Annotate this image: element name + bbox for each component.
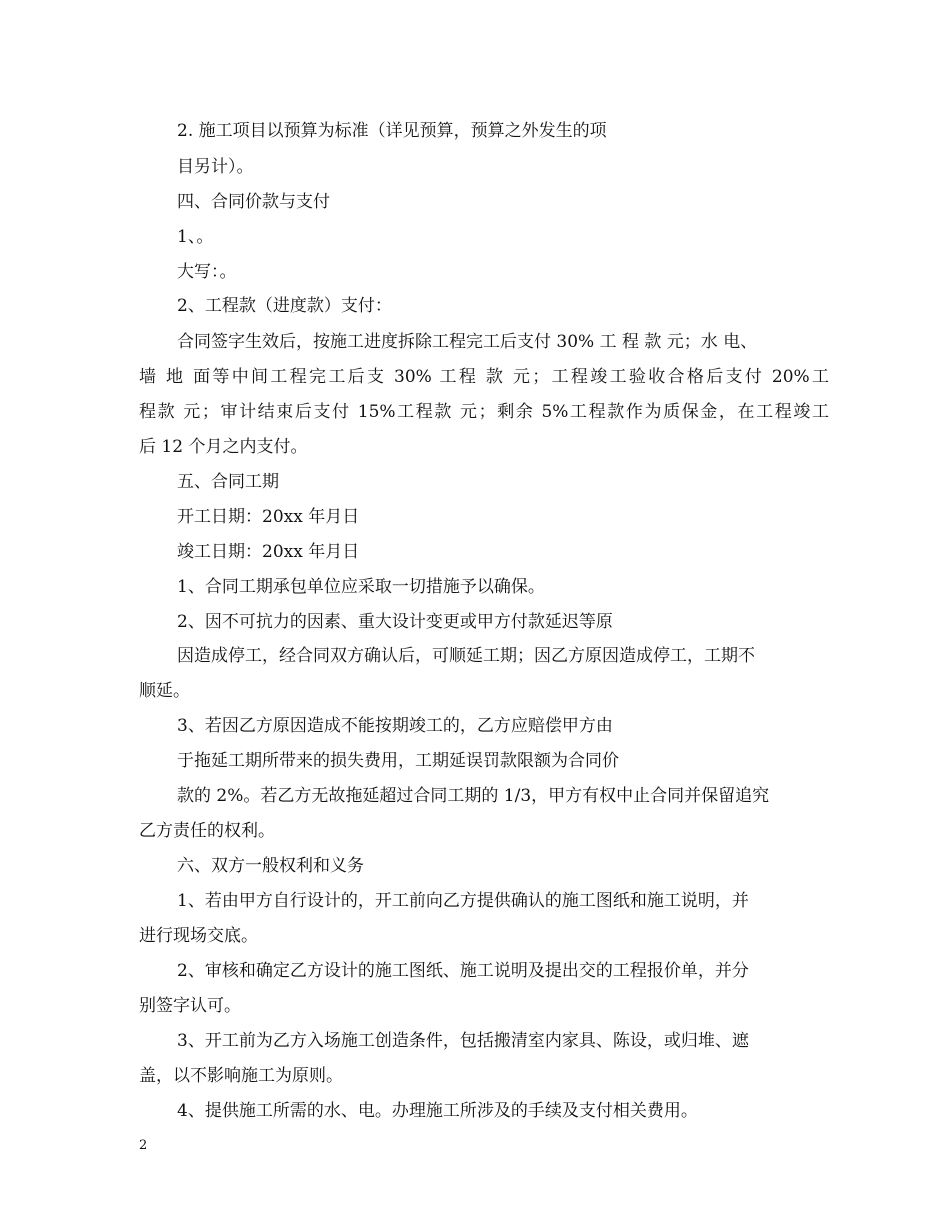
section-heading: 六、双方一般权利和义务 <box>177 856 364 876</box>
section-heading: 五、合同工期 <box>177 472 279 492</box>
text-line: 竣工日期：20xx 年月日 <box>177 542 360 562</box>
section-heading: 四、合同价款与支付 <box>177 192 330 212</box>
text-line: 2、因不可抗力的因素、重大设计变更或甲方付款延迟等原 <box>177 612 613 632</box>
text-line: 3、开工前为乙方入场施工创造条件，包括搬清室内家具、陈设，或归堆、遮 <box>177 1031 749 1051</box>
text-line: 3、若因乙方原因造成不能按期竣工的，乙方应赔偿甲方由 <box>177 716 613 736</box>
text-line: 盖，以不影响施工为原则。 <box>139 1066 343 1086</box>
text-line: 4、提供施工所需的水、电。办理施工所涉及的手续及支付相关费用。 <box>177 1101 698 1121</box>
text-line: 乙方责任的权利。 <box>139 821 275 841</box>
text-line: 2、工程款（进度款）支付： <box>177 296 392 316</box>
text-line: 2、审核和确定乙方设计的施工图纸、施工说明及提出交的工程报价单，并分 <box>177 961 749 981</box>
text-line: 1、。 <box>177 227 214 247</box>
text-line: 程款 元；审计结束后支付 15%工程款 元；剩余 5%工程款作为质保金，在工程竣工 <box>139 402 829 422</box>
text-line: 1、若由甲方自行设计的，开工前向乙方提供确认的施工图纸和施工说明，并 <box>177 891 749 911</box>
text-line: 因造成停工，经合同双方确认后，可顺延工期；因乙方原因造成停工，工期不 <box>177 646 755 666</box>
text-line: 目另计）。 <box>177 157 254 177</box>
text-line: 别签字认可。 <box>139 996 241 1016</box>
text-line: 大写：。 <box>177 262 237 282</box>
text-line: 款的 2%。若乙方无故拖延超过合同工期的 1/3，甲方有权中止合同并保留追究 <box>177 786 770 806</box>
text-line: 于拖延工期所带来的损失费用，工期延误罚款限额为合同价 <box>177 751 619 771</box>
text-line: 开工日期：20xx 年月日 <box>177 507 360 527</box>
text-line: 顺延。 <box>139 681 190 701</box>
text-line: 合同签字生效后，按施工进度拆除工程完工后支付 30% 工 程 款 元；水 电、 <box>177 332 758 352</box>
text-line: 2. 施工项目以预算为标准（详见预算，预算之外发生的项 <box>177 121 607 141</box>
text-line: 墙 地 面等中间工程完工后支 30% 工程 款 元；工程竣工验收合格后支付 20%工 <box>139 367 829 387</box>
text-line: 1、合同工期承包单位应采取一切措施予以确保。 <box>177 577 545 597</box>
text-line: 进行现场交底。 <box>139 926 258 946</box>
text-line: 后 12 个月之内支付。 <box>139 437 308 457</box>
page-number: 2 <box>139 1138 148 1153</box>
